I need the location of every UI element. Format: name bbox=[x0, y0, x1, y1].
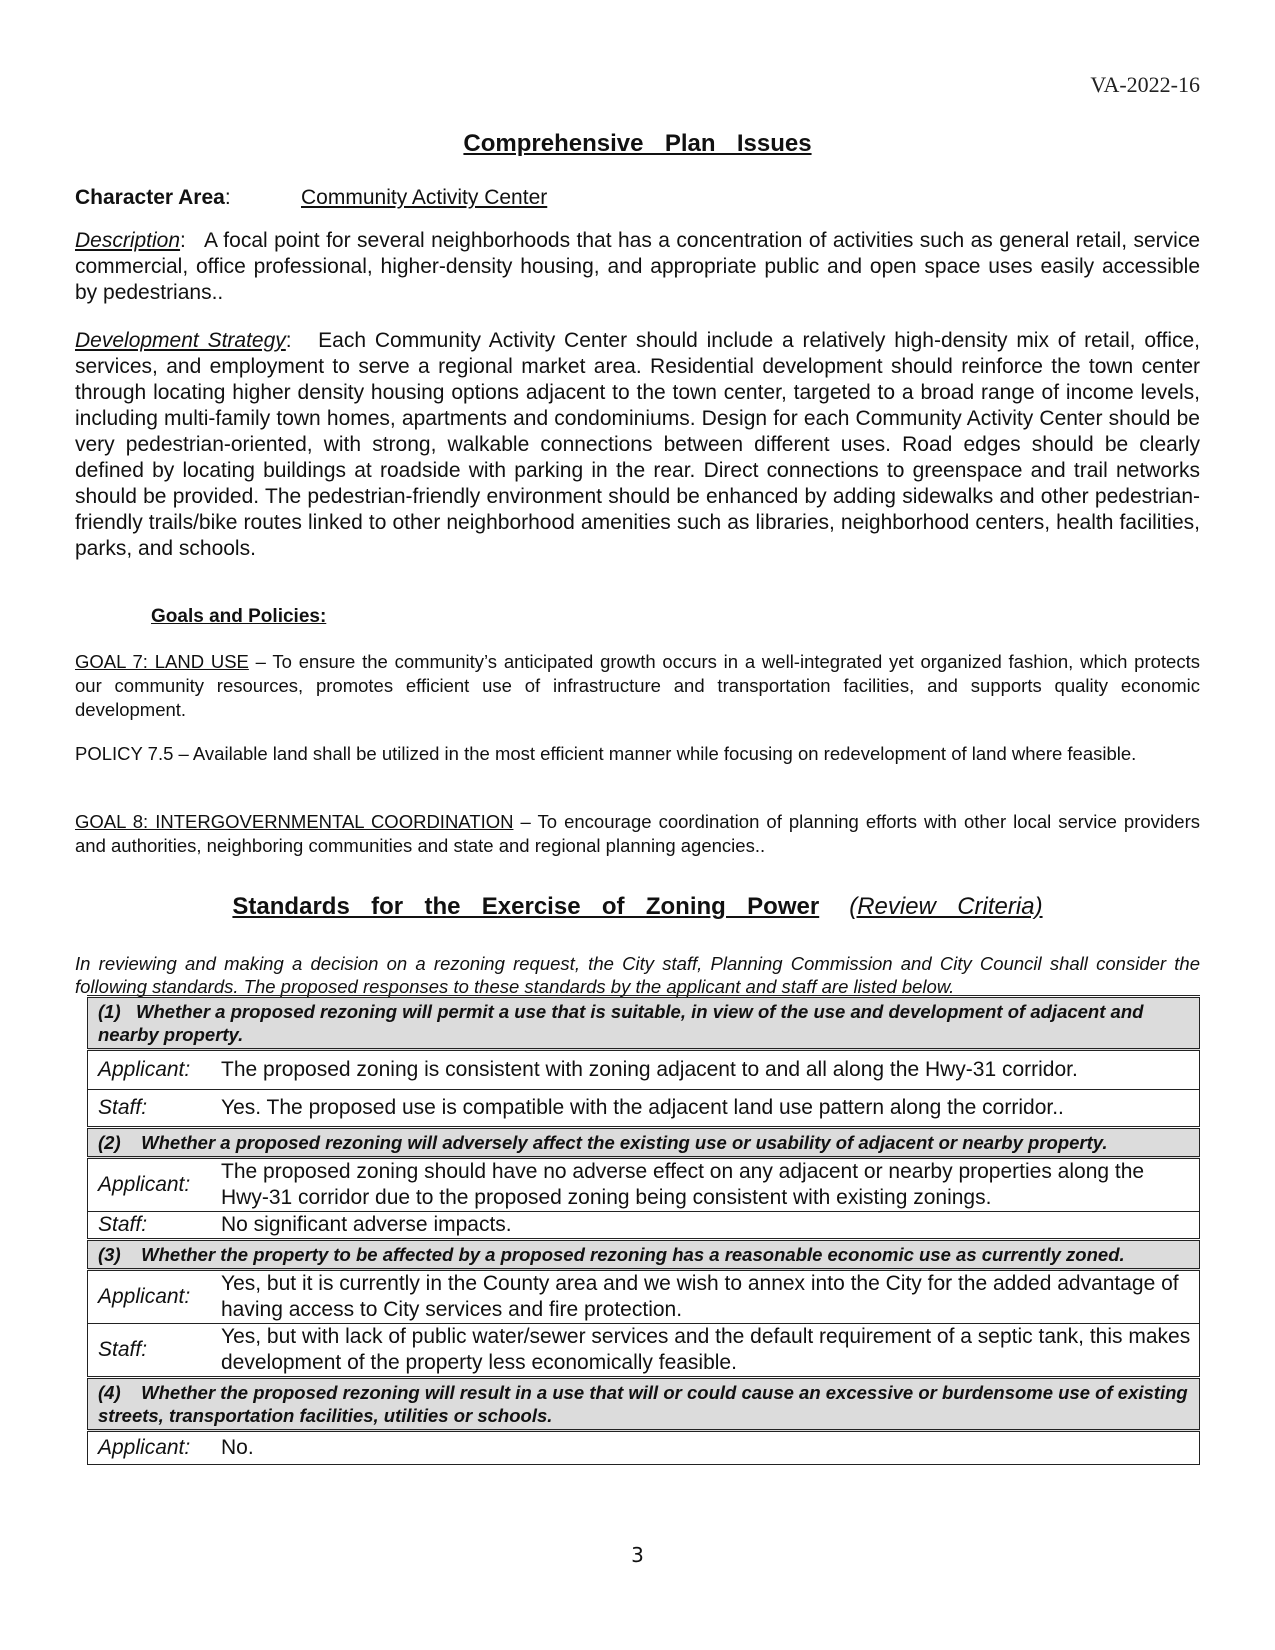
staff-row bbox=[88, 1090, 1200, 1128]
page-title: Comprehensive Plan Issues bbox=[463, 130, 812, 157]
development-strategy-label: Development Strategy bbox=[75, 329, 286, 352]
staff-response: Yes, but with lack of public water/sewer services and the default requirement of a septic tank, this makes development of the property less economically feasible. bbox=[221, 1324, 1200, 1378]
character-area-value: Community Activity Center bbox=[301, 186, 548, 209]
development-strategy-paragraph: Development Strategy: Each Community Activity Center should include a relatively high-density mix of retail, office, services, and employment to serve a regional market area. Residential development should reinforce the town center through locating higher density housing options adjacent to the town center, targeted to a broad range of income levels, including multi-family town homes, apartments and condominiums. Design for each Community Activity Center should be very pedestrian-oriented, with strong, walkable connections between different uses. Road edges should be clearly defined by locating buildings at roadside with parking in the rear. Direct connections to greenspace and trail networks should be provided. The pedestrian-friendly environment should be enhanced by adding sidewalks and other pedestrian-friendly trails/bike routes linked to other neighborhood amenities such as libraries, neighborhood centers, health facilities, parks, and schools. bbox=[75, 329, 1200, 560]
criteria-table bbox=[87, 995, 1200, 1465]
applicant-row bbox=[88, 1158, 1200, 1212]
criterion-question-row bbox=[88, 1240, 1200, 1270]
applicant-label: Applicant: bbox=[88, 1431, 222, 1465]
staff-label: Staff: bbox=[88, 1324, 222, 1378]
description-paragraph: Description: A focal point for several neighborhoods that has a concentration of activities such as general retail, service commercial, office professional, higher-density housing, and appropriate public and open space uses easily accessible by pedestrians.. bbox=[75, 229, 1200, 304]
document-page bbox=[75, 0, 1200, 1650]
case-id: VA-2022-16 bbox=[1090, 72, 1200, 97]
applicant-response: The proposed zoning should have no adverse effect on any adjacent or nearby properties along the Hwy-31 corridor due to the proposed zoning being consistent with existing zonings. bbox=[221, 1158, 1200, 1212]
applicant-response: The proposed zoning is consistent with zoning adjacent to and all along the Hwy-31 corridor. bbox=[221, 1050, 1200, 1090]
goal-8-text: – To encourage coordination of planning efforts with other local service providers and authorities, neighboring communities and state and regional planning agencies.. bbox=[75, 811, 1200, 856]
character-area: Character Area: Community Activity Center bbox=[75, 186, 548, 209]
applicant-label: Applicant: bbox=[88, 1050, 222, 1090]
development-strategy-text: Each Community Activity Center should include a relatively high-density mix of retail, office, services, and employment to serve a regional market area. Residential development should reinforce the town center through locating higher density housing options adjacent to the town center, targeted to a broad range of income levels, including multi-family town homes, apartments and condominiums. Design for each Community Activity Center should be very pedestrian-oriented, with strong, walkable connections between different uses. Road edges should be clearly defined by locating buildings at roadside with parking in the rear. Direct connections to greenspace and trail networks should be provided. The pedestrian-friendly environment should be enhanced by adding sidewalks and other pedestrian-friendly trails/bike routes linked to other neighborhood amenities such as libraries, neighborhood centers, health facilities, parks, and schools. bbox=[75, 329, 1200, 560]
applicant-label: Applicant: bbox=[88, 1270, 222, 1324]
staff-label: Staff: bbox=[88, 1212, 222, 1240]
page-number: 3 bbox=[631, 1543, 644, 1567]
staff-row bbox=[88, 1212, 1200, 1240]
criterion-question-row bbox=[88, 997, 1200, 1050]
standards-title-main: Standards for the Exercise of Zoning Power bbox=[232, 893, 820, 920]
criterion-question: (2) Whether a proposed rezoning will adversely affect the existing use or usability of adjacent or nearby property. bbox=[88, 1128, 1200, 1158]
staff-response: Yes. The proposed use is compatible with the adjacent land use pattern along the corridor.. bbox=[221, 1090, 1200, 1128]
description-label: Description bbox=[75, 229, 181, 252]
applicant-response: Yes, but it is currently in the County area and we wish to annex into the City for the added advantage of having access to City services and fire protection. bbox=[221, 1270, 1200, 1324]
standards-title bbox=[75, 893, 1200, 921]
character-area-label: Character Area bbox=[75, 186, 225, 209]
goal-7 bbox=[75, 650, 1200, 722]
applicant-row bbox=[88, 1050, 1200, 1090]
applicant-label: Applicant: bbox=[88, 1158, 222, 1212]
description-text: A focal point for several neighborhoods that has a concentration of activities such as general retail, service commercial, office professional, higher-density housing, and appropriate public and open space uses easily accessible by pedestrians.. bbox=[75, 229, 1200, 304]
staff-row bbox=[88, 1324, 1200, 1378]
applicant-row bbox=[88, 1270, 1200, 1324]
criterion-question-row bbox=[88, 1128, 1200, 1158]
goal-8-label: GOAL 8: INTERGOVERNMENTAL COORDINATION bbox=[75, 811, 514, 832]
goal-8 bbox=[75, 810, 1200, 858]
standards-subtitle: (Review Criteria) bbox=[849, 893, 1043, 920]
staff-label: Staff: bbox=[88, 1090, 222, 1128]
goal-7-label: GOAL 7: LAND USE bbox=[75, 651, 249, 672]
goals-heading: Goals and Policies: bbox=[151, 606, 327, 627]
standards-intro: In reviewing and making a decision on a rezoning request, the City staff, Planning Commission and City Council shall consider the following standards. The proposed responses to these standards by the applicant and staff are listed below. bbox=[75, 953, 1200, 997]
staff-response: No significant adverse impacts. bbox=[221, 1212, 1200, 1240]
criterion-question-row bbox=[88, 1378, 1200, 1431]
criterion-question: (4) Whether the proposed rezoning will result in a use that will or could cause an excessive or burdensome use of existing streets, transportation facilities, utilities or schools. bbox=[88, 1378, 1200, 1431]
applicant-response: No. bbox=[221, 1431, 1200, 1465]
applicant-row bbox=[88, 1431, 1200, 1465]
criterion-question: (1) Whether a proposed rezoning will permit a use that is suitable, in view of the use and development of adjacent and nearby property. bbox=[88, 997, 1200, 1050]
criterion-question: (3) Whether the property to be affected by a proposed rezoning has a reasonable economic use as currently zoned. bbox=[88, 1240, 1200, 1270]
goal-7-text: – To ensure the community’s anticipated growth occurs in a well-integrated yet organized fashion, which protects our community resources, promotes efficient use of infrastructure and transportation facilities, and supports quality economic development. bbox=[75, 651, 1200, 720]
policy-7-5: POLICY 7.5 – Available land shall be utilized in the most efficient manner while focusing on redevelopment of land where feasible. bbox=[75, 743, 1137, 764]
